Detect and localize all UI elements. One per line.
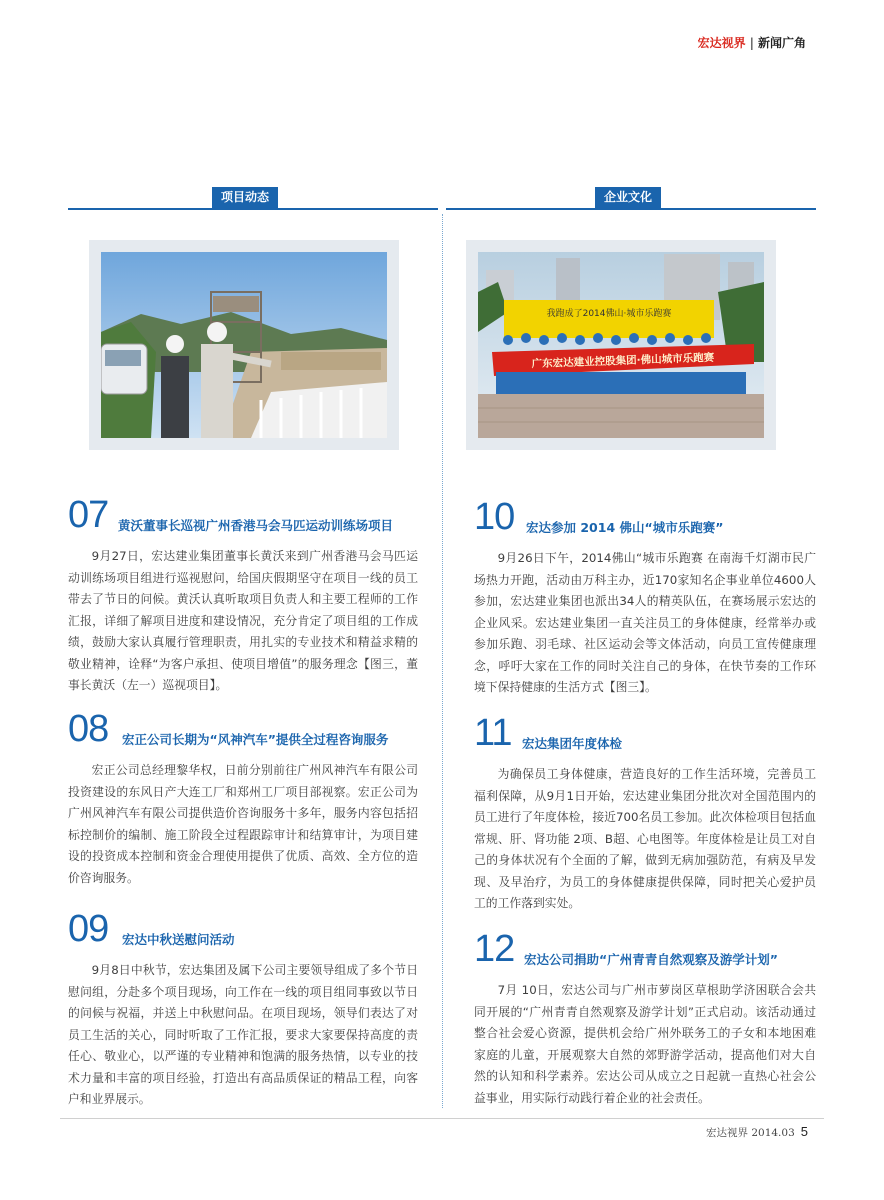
photo-project-visit (89, 240, 399, 450)
footer-rule (60, 1118, 824, 1119)
article-number: 09 (68, 908, 109, 950)
article-title: 宏达参加 2014 佛山“城市乐跑赛” (526, 520, 724, 535)
article-title: 黄沃董事长巡视广州香港马会马匹运动训练场项目 (118, 518, 394, 533)
page-header (698, 34, 806, 51)
article-number: 07 (68, 494, 109, 536)
article-body: 9月26日下午，2014佛山“城市乐跑赛 在南海千灯湖市民广场热力开跑，活动由万科主办，近170家知名企事业单位4600人参加，宏达建业集团也派出34人的精英队伍，在赛场展示宏达的企业风采。宏达建业集团一直关注员工的身体健康，经常举办或参加乐跑、羽毛球、社区运动会等文体活动，向员工宣传健康理念，呼吁大家在工作的同时关注自己的身体，在快节奏的工作环境下保持健康的生活方式【图三】。 (474, 551, 816, 694)
article-10 (474, 496, 816, 699)
right-section-tab: 企业文化 (595, 187, 661, 208)
banner-red-text: 广东宏达建业控股集团·佛山城市乐跑赛 (531, 351, 715, 371)
article-title: 宏达中秋送慰问活动 (122, 932, 235, 947)
city-run-image (478, 252, 764, 438)
page-footer (706, 1124, 808, 1140)
article-07 (68, 494, 418, 697)
header-section: 新闻广角 (757, 36, 806, 50)
article-08 (68, 708, 418, 889)
article-title: 宏正公司长期为“风神汽车”提供全过程咨询服务 (122, 732, 389, 747)
photo-city-run (466, 240, 776, 450)
article-body: 9月8日中秋节，宏达集团及属下公司主要领导组成了多个节日慰问组，分赴多个项目现场，向工作在一线的项目组同事致以节日的问候与祝福，并送上中秋慰问品。在项目现场，领导们表达了对员工生活的关心，同时听取了工作汇报，要求大家要保持高度的责任心、敬业心，以严谨的专业精神和饱满的服务热情，以专业的技术力量和丰富的项目经验，打造出有高品质保证的精品工程，向客户和业界展示。 (68, 963, 418, 1106)
left-section-rule (68, 208, 438, 210)
article-body: 为确保员工身体健康，营造良好的工作生活环境，完善员工福利保障，从9月1日开始，宏达建业集团分批次对全国范围内的员工进行了年度体检，接近700名员工参加。此次体检项目包括血常规、肝、肾功能 2项、B超、心电图等。年度体检是让员工对自己的身体状况有个全面的了解，做到无病加强防范，有病及早发现、及早治疗，为员工的身体健康提供保障，同时把关心爱护员工的工作落到实处。 (474, 767, 816, 910)
footer-magazine: 宏达视界 2014.03 (706, 1127, 795, 1139)
header-separator: | (749, 36, 754, 50)
article-number: 12 (474, 928, 515, 970)
right-section-rule (446, 208, 816, 210)
article-title: 宏达公司捐助“广州青青自然观察及游学计划” (524, 952, 778, 967)
article-number: 08 (68, 708, 109, 750)
article-body: 7月 10日，宏达公司与广州市萝岗区草根助学济困联合会共同开展的“广州青青自然观察及游学计划”正式启动。该活动通过整合社会爱心资源，提供机会给广州外联务工的子女和本地困难家庭的儿童，开展观察大自然的郊野游学活动，提高他们对大自然的认知和科学素养。宏达公司从成立之日起就一直热心社会公益事业，用实际行动践行着企业的社会责任。 (474, 983, 816, 1105)
left-section-tab: 项目动态 (212, 187, 278, 208)
article-12 (474, 928, 816, 1109)
article-number: 11 (474, 712, 512, 754)
project-visit-image (101, 252, 387, 438)
magazine-brand: 宏达视界 (697, 36, 746, 50)
column-divider (442, 214, 443, 1108)
article-number: 10 (474, 496, 515, 538)
article-body: 宏正公司总经理黎华权，日前分别前往广州风神汽车有限公司投资建设的东风日产大连工厂和郑州工厂项目部视察。宏正公司为广州风神汽车有限公司提供造价咨询服务十多年，服务内容包括招标控制价的编制、施工阶段全过程跟踪审计和结算审计，为项目建设的投资成本控制和资金合理使用提供了优质、高效、全方位的造价咨询服务。 (68, 763, 418, 885)
article-09 (68, 908, 418, 1111)
article-title: 宏达集团年度体检 (522, 736, 623, 751)
banner-top-text: 我跑成了2014佛山·城市乐跑赛 (546, 309, 672, 319)
article-body: 9月27日，宏达建业集团董事长黄沃来到广州香港马会马匹运动训练场项目组进行巡视慰问，给国庆假期坚守在项目一线的员工带去了节日的问候。黄沃认真听取项目负责人和主要工程师的工作汇报，详细了解项目进度和建设情况，充分肯定了项目组的工作成绩，鼓励大家认真履行管理职责，用扎实的专业技术和精益求精的敬业精神，诠释“为客户承担、使项目增值”的服务理念【图三，董事长黄沃（左一）巡视项目】。 (68, 549, 418, 692)
page-number: 5 (800, 1124, 808, 1139)
article-11 (474, 712, 816, 915)
